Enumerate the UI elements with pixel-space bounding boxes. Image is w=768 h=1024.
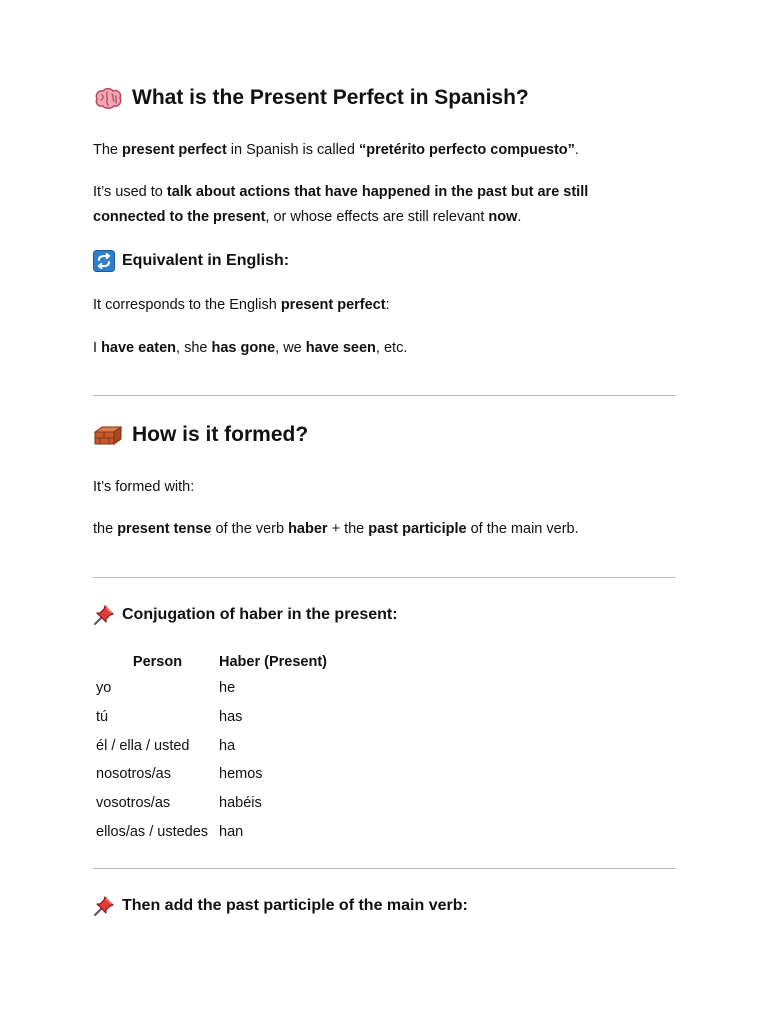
pushpin-icon [93, 604, 115, 626]
paragraph-formula: the present tense of the verb haber + the past participle of the main verb. [93, 521, 579, 537]
table-cell: has [219, 709, 243, 726]
section-heading-present-perfect [93, 86, 529, 110]
section-title: What is the Present Perfect in Spanish? [132, 86, 529, 109]
table-cell: he [219, 680, 236, 697]
section-title: How is it formed? [132, 423, 309, 446]
table-cell: él / ella / usted [96, 737, 190, 754]
subheading-title: Equivalent in English: [122, 252, 290, 269]
subheading-conjugation-haber [93, 604, 398, 626]
table-cell: tú [96, 709, 109, 726]
paragraph-examples: I have eaten, she has gone, we have seen, etc. [93, 340, 408, 356]
table-cell: han [219, 823, 244, 840]
subheading-title: Then add the past participle of the main verb: [122, 897, 468, 914]
paragraph-formed-with: It’s formed with: [93, 479, 195, 495]
conjugation-table [93, 650, 419, 846]
table-cell: ellos/as / ustedes [96, 823, 209, 840]
table-row [93, 760, 419, 789]
table-cell: vosotros/as [96, 795, 171, 812]
pushpin-icon [93, 895, 115, 917]
table-header: Haber (Present) [219, 654, 327, 670]
divider [93, 395, 676, 396]
table-row [93, 789, 419, 818]
subheading-past-participle [93, 895, 468, 917]
table-header: Person [132, 654, 183, 670]
table-row [93, 674, 419, 703]
repeat-icon [93, 250, 115, 272]
table-header-row [93, 650, 419, 674]
section-heading-how-formed [93, 423, 308, 447]
table-cell: nosotros/as [96, 766, 171, 783]
table-cell: habéis [219, 795, 262, 812]
subheading-equivalent-english [93, 250, 289, 272]
divider [93, 577, 676, 578]
paragraph-intro: The present perfect in Spanish is called “pretérito perfecto compuesto”. [93, 142, 579, 158]
table-cell: hemos [219, 766, 263, 783]
table-cell: ha [219, 737, 236, 754]
table-row [93, 703, 419, 732]
paragraph-correspondence: It corresponds to the English present perfect: [93, 297, 390, 313]
paragraph-usage: It’s used to talk about actions that have happened in the past but are still connected to the present, or whose effects are still relevant now. [93, 184, 589, 225]
brain-icon [93, 86, 123, 110]
divider [93, 868, 676, 869]
table-row [93, 731, 419, 760]
bricks-icon [93, 423, 123, 447]
table-row [93, 817, 419, 846]
subheading-title: Conjugation of haber in the present: [122, 606, 398, 623]
table-cell: yo [96, 680, 112, 697]
